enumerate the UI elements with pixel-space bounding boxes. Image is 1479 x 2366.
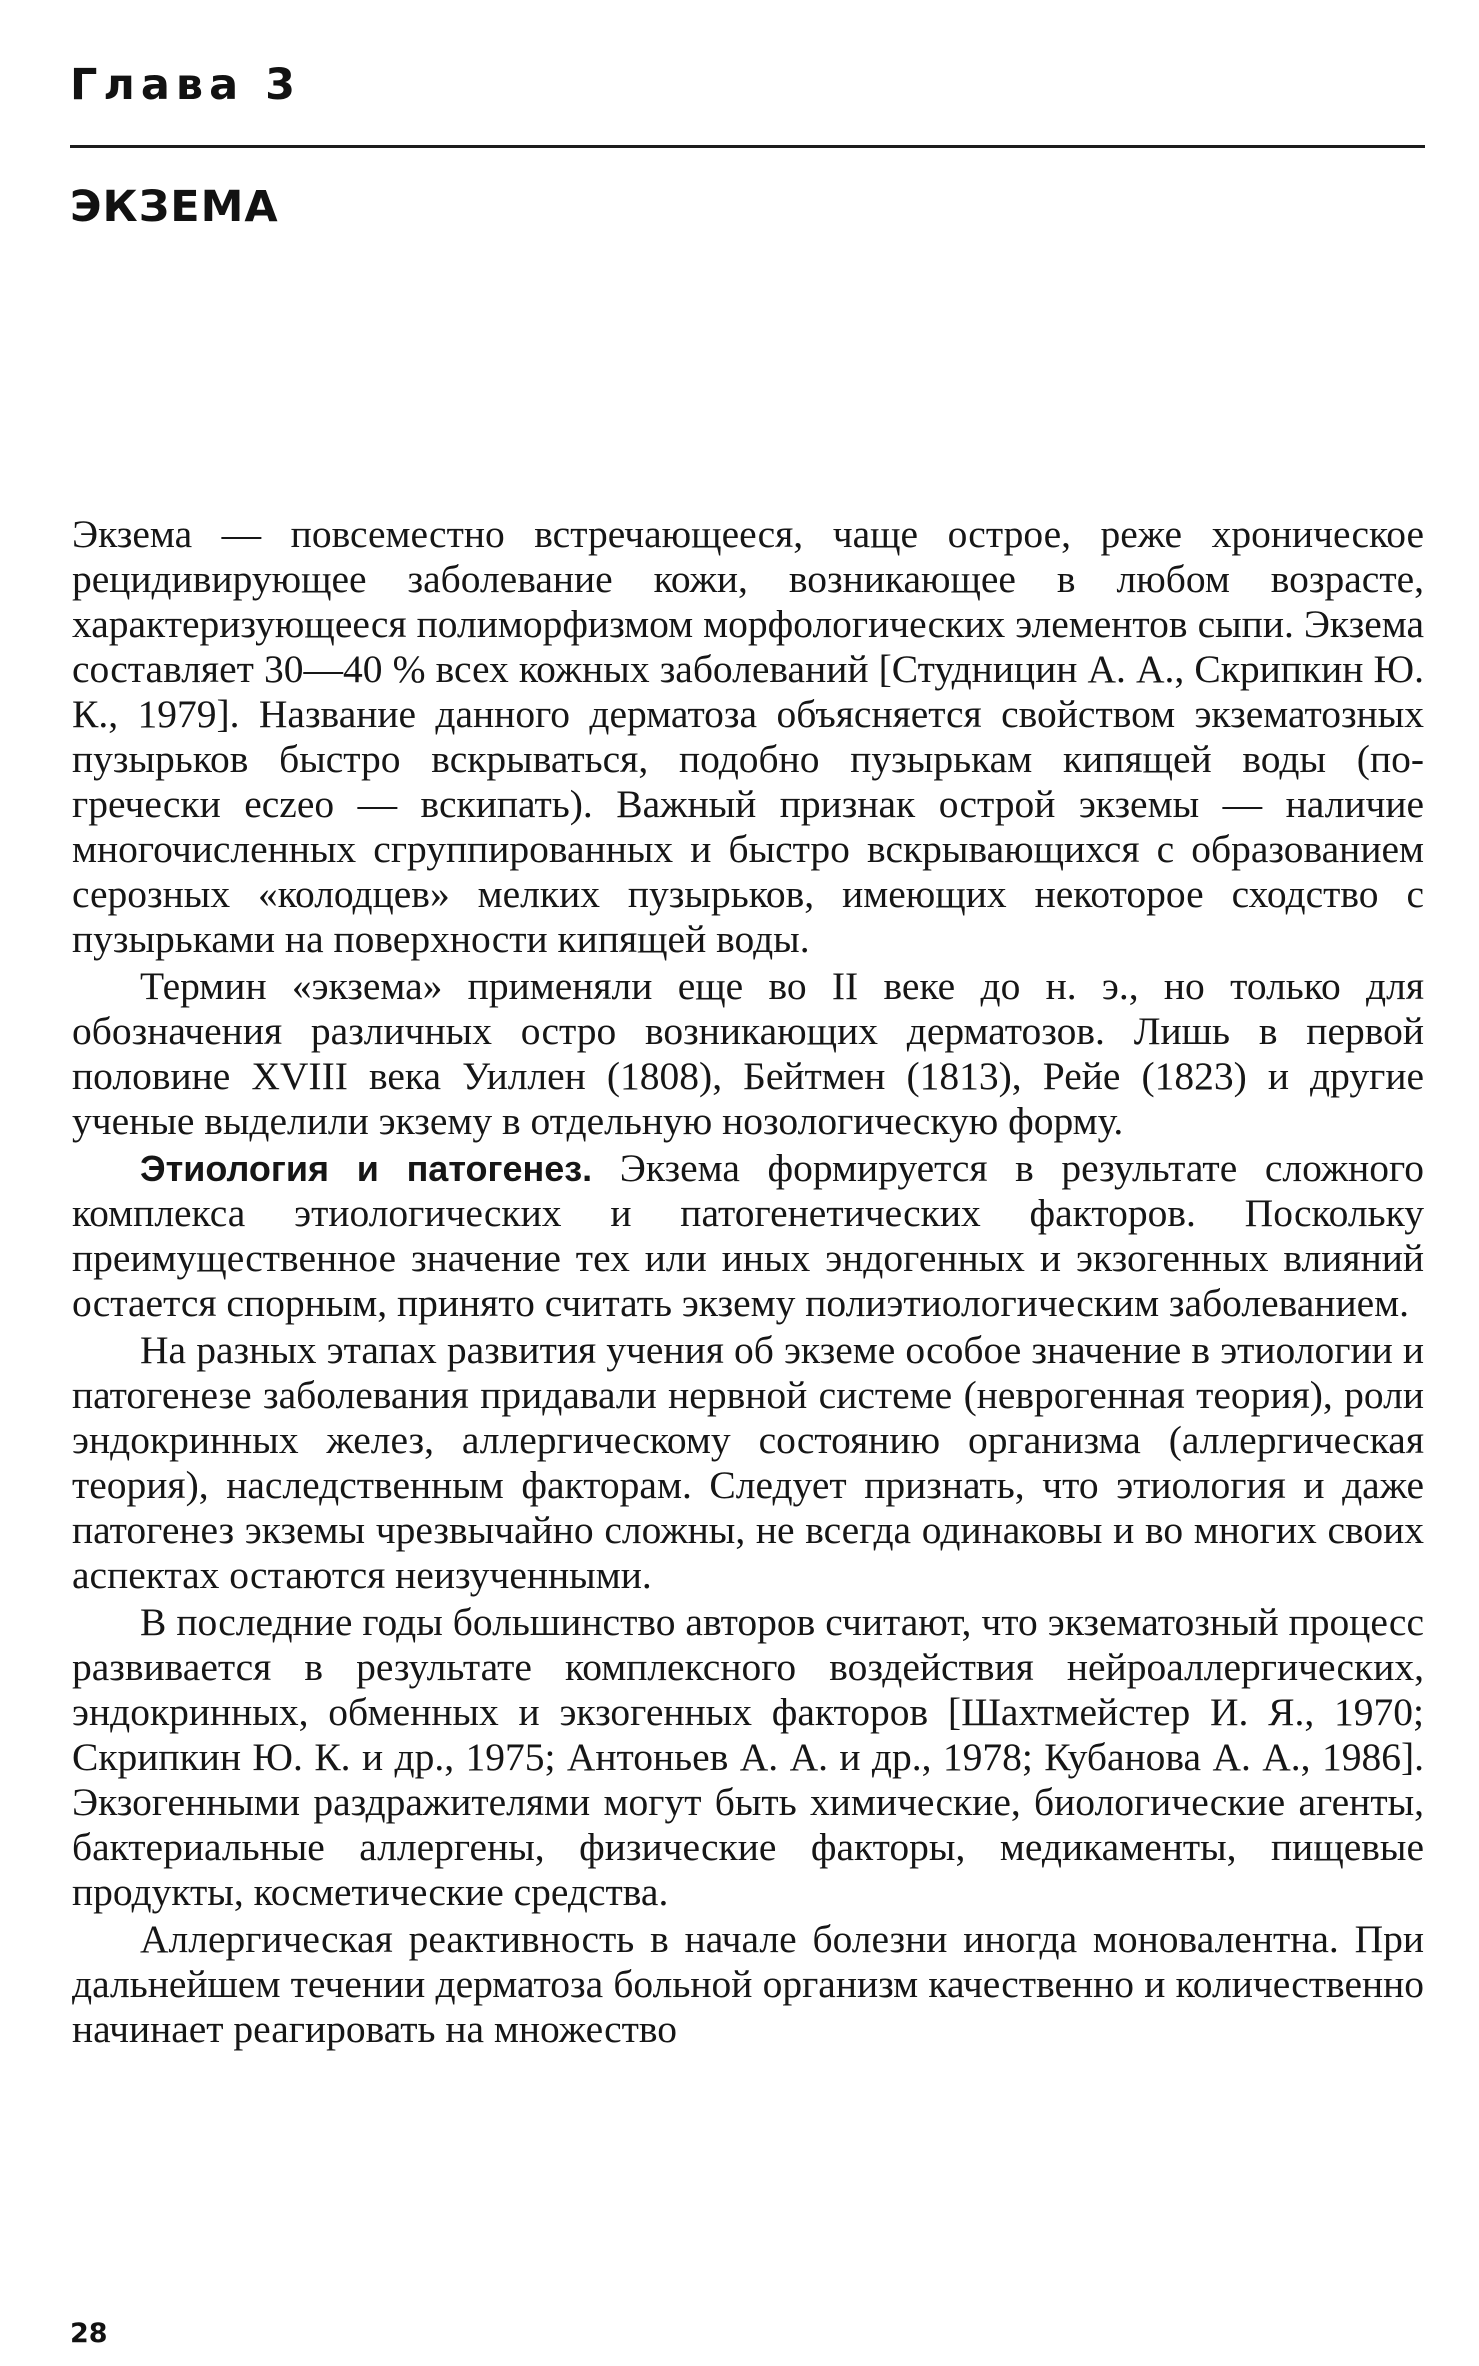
chapter-label: Глава 3 bbox=[70, 60, 302, 110]
body-text bbox=[72, 512, 1424, 2052]
paragraph-etiology-text: Экзема формируется в результате сложного комплекса этиологических и патогенетических факторов. Поскольку преимущественное значение тех или иных эндогенных и экзогенных влияний остается спорным, принято считать экзему полиэтиологическим заболеванием. bbox=[72, 1146, 1424, 1325]
section-heading-etiology: Этиология и патогенез. bbox=[140, 1148, 593, 1189]
paragraph-theories: На разных этапах развития учения об экземе особое значение в этиологии и патогенезе заболевания придавали нервной системе (неврогенная теория), роли эндокринных желез, аллергическому состоянию организма (аллергическая теория), наследственным факторам. Следует признать, что этиология и даже патогенез экземы чрезвычайно сложны, не всегда одинаковы и во многих своих аспектах остаются неизученными. bbox=[72, 1328, 1424, 1597]
chapter-title: ЭКЗЕМА bbox=[70, 182, 279, 232]
paragraph-etiology bbox=[72, 1146, 1424, 1326]
chapter-divider bbox=[70, 145, 1425, 148]
paragraph-history: Термин «экзема» применяли еще во II веке до н. э., но только для обозначения различных остро возникающих дерматозов. Лишь в первой половине XVIII века Уиллен (1808), Бейтмен (1813), Рейе (1823) и другие ученые выделили экзему в отдельную нозологическую форму. bbox=[72, 964, 1424, 1143]
paragraph-intro: Экзема — повсеместно встречающееся, чаще острое, реже хроническое рецидивирующее заболевание кожи, возникающее в любом возрасте, характеризующееся полиморфизмом морфологических элементов сыпи. Экзема составляет 30—40 % всех кожных заболеваний [Студницин А. А., Скрипкин Ю. К., 1979]. Название данного дерматоза объясняется свойством экзематозных пузырьков быстро вскрываться, подобно пузырькам кипящей воды (по-гречески eczeo — вскипать). Важный признак острой экземы — наличие многочисленных сгруппированных и быстро вскрывающихся с образованием серозных «колодцев» мелких пузырьков, имеющих некоторое сходство с пузырьками на поверхности кипящей воды. bbox=[72, 512, 1424, 961]
paragraph-allergic-reactivity: Аллергическая реактивность в начале болезни иногда моновалентна. При дальнейшем течении дерматоза больной организм качественно и количественно начинает реагировать на множество bbox=[72, 1917, 1424, 2051]
page-number: 28 bbox=[70, 2318, 108, 2349]
paragraph-recent-views: В последние годы большинство авторов считают, что экзематозный процесс развивается в результате комплексного воздействия нейроаллергических, эндокринных, обменных и экзогенных факторов [Шахтмейстер И. Я., 1970; Скрипкин Ю. К. и др., 1975; Антоньев А. А. и др., 1978; Кубанова А. А., 1986]. Экзогенными раздражителями могут быть химические, биологические агенты, бактериальные аллергены, физические факторы, медикаменты, пищевые продукты, косметические средства. bbox=[72, 1600, 1424, 1914]
